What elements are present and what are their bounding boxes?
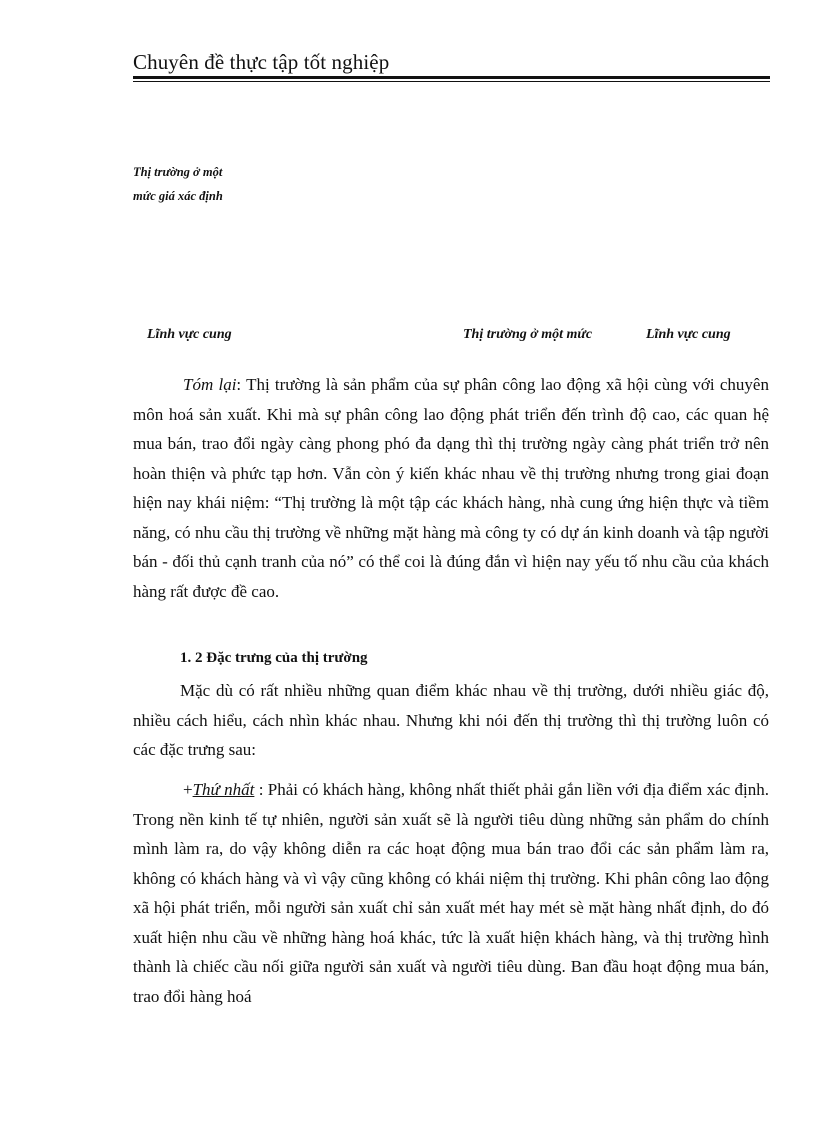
header-rule-thick [133,76,770,79]
header-rule-thin [133,81,770,82]
paragraph-summary-text: : Thị trường là sản phẩm của sự phân công lao động xã hội cùng với chuyên môn hoá sản xuất. Khi mà sự phân công lao động phát triển đến trình độ cao, các quan hệ mua bán, trao đổi ngày càng phong phó đa dạng thì thị trường ngày càng phát triển trở nên hoàn thiện và phức tạp hơn. Vẫn còn ý kiến khác nhau về thị trường nhưng trong giai đoạn hiện nay khái niệm: “Thị trường là một tập các khách hàng, nhà cung ứng hiện thực và tiềm năng, có nhu cầu thị trường về những mặt hàng mà công ty có dự án kinh doanh và tập người bán - đối thủ cạnh tranh của nó” có thể coi là đúng đắn vì hiện nay yếu tố nhu cầu của khách hàng rất được đề cao. [133,375,769,601]
paragraph-summary [133,370,769,606]
figure-label-top-line2: mức giá xác định [133,189,223,203]
figure-label-right: Lĩnh vực cung [646,327,731,342]
paragraph-intro: Mặc dù có rất nhiều những quan điểm khác nhau về thị trường, dưới nhiều giác độ, nhiều cách hiểu, cách nhìn khác nhau. Nhưng khi nói đến thị trường thì thị trường luôn có các đặc trưng sau: [133,681,769,759]
paragraph-first-feature-text: : Phải có khách hàng, không nhất thiết phải gắn liền với địa điểm xác định. Trong nền kinh tế tự nhiên, người sản xuất sẽ là người tiêu dùng những sản phẩm do chính mình làm ra, do vậy không diễn ra các hoạt động mua bán trao đổi các sản phẩm làm ra, không có khách hàng và vì vậy cũng không có khái niệm thị trường. Khi phân công lao động xã hội phát triển, mỗi người sản xuất chỉ sản xuất mét hay mét sè mặt hàng nhất định, do đó xuất hiện nhu cầu về những hàng hoá khác, tức là xuất hiện khách hàng, và thị trường hình thành là chiếc cầu nối giữa người sản xuất và người tiêu dùng. Ban đầu hoạt động mua bán, trao đổi hàng hoá [133,780,769,1006]
paragraph-first-feature-lead: Thứ nhất [192,780,255,799]
figure-label-top-line1: Thị trường ở một [133,165,223,179]
paragraph-first-feature [133,775,769,1011]
paragraph-first-feature-prefix: + [183,780,193,799]
section-heading: 1. 2 Đặc trưng của thị trường [180,650,368,666]
header-title: Chuyên đề thực tập tốt nghiệp [133,50,390,74]
figure-label-left: Lĩnh vực cung [147,327,232,342]
paragraph-summary-lead: Tóm lại [183,375,237,394]
figure-label-middle: Thị trường ở một mức [463,327,593,342]
